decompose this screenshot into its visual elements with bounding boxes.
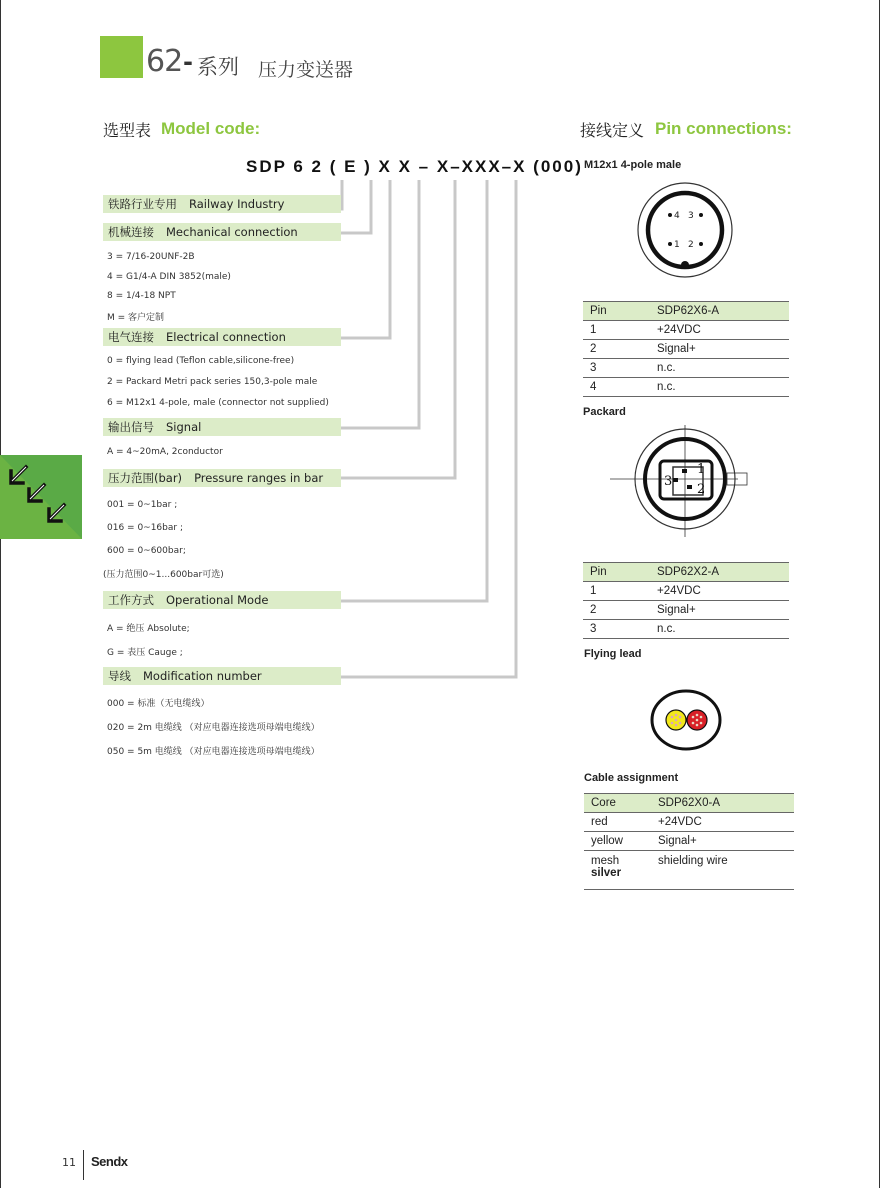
m12-connector-diagram — [635, 180, 735, 280]
page-number: 11 — [62, 1156, 76, 1169]
product-name: 压力变送器 — [258, 59, 354, 81]
table-header-cell: Pin — [583, 302, 650, 321]
packard-label: Packard — [583, 406, 626, 418]
option-item: 6 = M12x1 4-pole, male (connector not supplied) — [107, 398, 329, 408]
table-cell: n.c. — [650, 378, 789, 397]
option-item: 0 = flying lead (Teflon cable,silicone-free) — [107, 356, 295, 366]
table-row — [583, 601, 789, 620]
packard-connector-diagram — [610, 425, 750, 537]
option-item: 000 = 标准（无电缆线） — [107, 699, 210, 709]
option-item: 2 = Packard Metri pack series 150,3-pole male — [107, 377, 318, 387]
table-cell: n.c. — [650, 620, 789, 639]
series-label: 系列 — [197, 55, 239, 79]
table-header-cell: Pin — [583, 563, 650, 582]
cable-assignment-table — [584, 793, 794, 890]
option-item: 020 = 2m 电缆线 （对应电器连接选项母端电缆线） — [107, 723, 320, 733]
option-item: 8 = 1/4-18 NPT — [107, 291, 176, 301]
cable-cross-section-diagram — [648, 688, 724, 752]
table-header-cell: SDP62X2-A — [650, 563, 789, 582]
m12-pin-3: 3 — [688, 211, 694, 221]
category-railway — [103, 195, 341, 213]
option-item: A = 4~20mA, 2conductor — [107, 447, 223, 457]
option-item: A = 绝压 Absolute; — [107, 624, 190, 634]
m12-pin-4: 4 — [674, 211, 680, 221]
m12-pin-1: 1 — [674, 240, 680, 250]
table-cell: +24VDC — [650, 321, 789, 340]
table-row — [584, 832, 794, 851]
table-cell: shielding wire — [651, 851, 794, 890]
packard-pin-3: 3 — [664, 474, 673, 489]
table-row — [584, 851, 794, 890]
category-signal — [103, 418, 341, 436]
model-code-string: SDP 6 2 ( E ) X X – X–XXX–X (000) — [246, 157, 583, 176]
table-header-cell: Core — [584, 794, 651, 813]
category-label-en: Mechanical connection — [166, 225, 298, 239]
table-row — [584, 813, 794, 832]
category-label-en: Signal — [166, 420, 202, 434]
packard-pin-table — [583, 562, 789, 639]
table-cell: 3 — [583, 620, 650, 639]
option-item: 3 = 7/16-20UNF-2B — [107, 252, 195, 262]
option-item: 050 = 5m 电缆线 （对应电器连接选项母端电缆线） — [107, 747, 320, 757]
m12-pin-table — [583, 301, 789, 397]
category-modification — [103, 667, 341, 685]
table-row — [583, 359, 789, 378]
option-item: 4 = G1/4-A DIN 3852(male) — [107, 272, 231, 282]
table-row — [583, 321, 789, 340]
table-cell — [584, 851, 651, 890]
table-header-row — [583, 302, 789, 321]
model-section-title-en: Model code: — [161, 119, 261, 138]
category-label-cn: 电气连接 — [108, 330, 154, 344]
category-label-cn: 铁路行业专用 — [108, 197, 177, 211]
pin-section-title-cn: 接线定义 — [580, 121, 645, 140]
category-pressure-range — [103, 469, 341, 487]
table-cell: yellow — [584, 832, 651, 851]
table-cell: +24VDC — [650, 582, 789, 601]
table-row — [583, 340, 789, 359]
table-header-cell: SDP62X0-A — [651, 794, 794, 813]
core-silver-text: silver — [591, 867, 622, 879]
option-item: 600 = 0~600bar; — [107, 546, 186, 556]
flying-lead-label: Flying lead — [584, 648, 642, 660]
core-mesh-text: mesh — [591, 855, 620, 867]
table-cell: 3 — [583, 359, 650, 378]
series-number: 62 — [146, 44, 183, 79]
category-label-cn: 输出信号 — [108, 420, 154, 434]
option-note: (压力范围0~1...600bar可选) — [103, 570, 224, 580]
table-cell: 4 — [583, 378, 650, 397]
category-label-cn: 机械连接 — [108, 225, 154, 239]
category-label-en: Railway Industry — [189, 197, 285, 211]
category-label-en: Operational Mode — [166, 593, 269, 607]
table-cell: 1 — [583, 321, 650, 340]
table-header-row — [584, 794, 794, 813]
option-item: M = 客户定制 — [107, 313, 165, 323]
table-cell: 2 — [583, 340, 650, 359]
table-cell: Signal+ — [651, 832, 794, 851]
table-row — [583, 582, 789, 601]
table-row — [583, 620, 789, 639]
category-label-en: Pressure ranges in bar — [194, 471, 324, 485]
brand-logo: Sendx — [91, 1154, 128, 1169]
m12-label: M12x1 4-pole male — [584, 159, 682, 171]
pin-section-title-en: Pin connections: — [655, 119, 792, 138]
option-item: 001 = 0~1bar ; — [107, 500, 178, 510]
footer-divider — [83, 1150, 84, 1180]
series-dash: - — [183, 48, 193, 76]
table-header-cell: SDP62X6-A — [650, 302, 789, 321]
category-label-cn: 工作方式 — [108, 593, 154, 607]
table-cell: red — [584, 813, 651, 832]
table-cell: Signal+ — [650, 601, 789, 620]
table-cell: +24VDC — [651, 813, 794, 832]
option-item: 016 = 0~16bar ; — [107, 523, 183, 533]
down-left-arrows-icon — [0, 455, 82, 539]
category-mechanical — [103, 223, 341, 241]
category-operational-mode — [103, 591, 341, 609]
table-row — [583, 378, 789, 397]
category-label-cn: 压力范围(bar) — [108, 471, 183, 485]
m12-pin-2: 2 — [688, 240, 694, 250]
table-cell: 2 — [583, 601, 650, 620]
category-label-cn: 导线 — [108, 669, 131, 683]
table-cell: 1 — [583, 582, 650, 601]
packard-pin-2: 2 — [697, 482, 706, 497]
side-tab-green — [0, 455, 82, 539]
table-cell: n.c. — [650, 359, 789, 378]
category-label-en: Modification number — [143, 669, 262, 683]
category-label-en: Electrical connection — [166, 330, 286, 344]
option-item: G = 表压 Cauge ; — [107, 648, 183, 658]
table-cell: Signal+ — [650, 340, 789, 359]
packard-pin-1: 1 — [697, 462, 706, 477]
table-header-row — [583, 563, 789, 582]
model-section-title-cn: 选型表 — [103, 121, 152, 140]
category-electrical — [103, 328, 341, 346]
cable-assignment-label: Cable assignment — [584, 772, 679, 784]
